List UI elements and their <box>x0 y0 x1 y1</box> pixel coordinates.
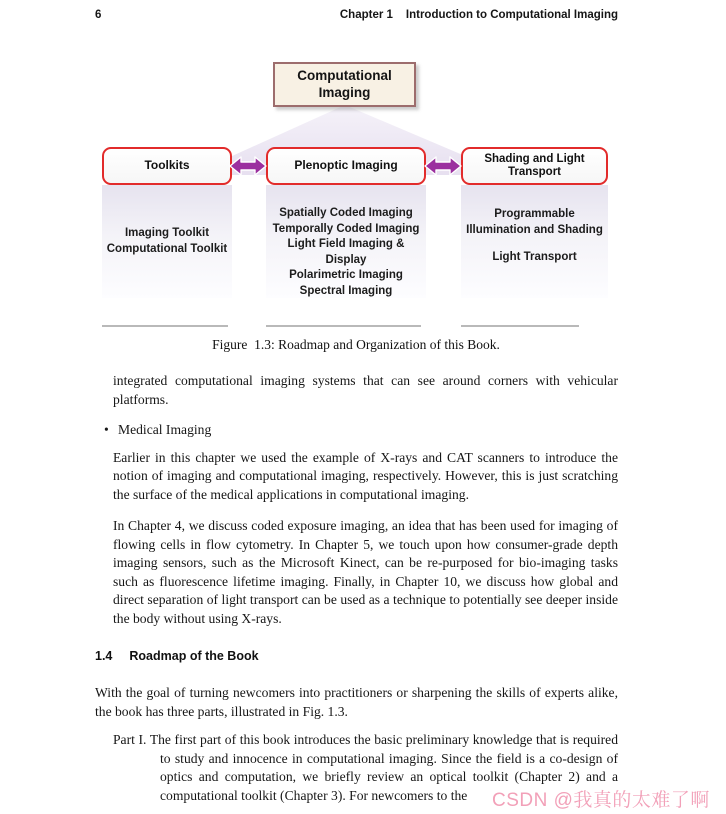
chapter-title: Introduction to Computational Imaging <box>405 9 618 21</box>
list-item: Imaging Toolkit <box>124 227 210 239</box>
paragraph-chapters-overview: In Chapter 4, we discuss coded exposure imaging, an idea that has been used for imaging of flowing cells in flow cytometry. In Chapter 5, we touch upon how consumer-grade depth imaging sensors, such as the Microsoft Kinect, can be re-purposed for bio-imaging tasks such as fluorescence lifetime imaging. Finally, in Chapter 10, we discuss how global and direct separation of light transport can be used as a technique to potentially see deeper inside the body without using X-rays. <box>113 518 618 626</box>
part-1-label: Part I. <box>113 732 147 747</box>
list-item: Spectral Imaging <box>299 284 393 297</box>
column-toolkits <box>102 185 232 298</box>
running-header <box>95 9 618 25</box>
paragraph-goal: With the goal of turning newcomers into practitioners or sharpening the skills of experts alike, the book has three parts, illustrated in Fig. 1.3. <box>95 685 618 719</box>
section-number: 1.4 <box>95 649 113 663</box>
divider-rule <box>266 325 421 327</box>
list-item: Temporally Coded Imaging <box>272 222 420 235</box>
list-item: Light Field Imaging & Display <box>287 238 405 266</box>
page-number: 6 <box>95 9 102 21</box>
chapter-label: Chapter 1 <box>339 9 393 21</box>
divider-rule <box>102 325 228 327</box>
node-toolkits <box>102 147 232 185</box>
node-computational-imaging-label: Computational Imaging <box>297 67 392 100</box>
figure-caption: Figure 1.3: Roadmap and Organization of this Book. <box>212 337 500 352</box>
list-item: Computational Toolkit <box>106 242 228 255</box>
part-1-text: The first part of this book introduces the basic preliminary knowledge that is required to study and innocence in computational imaging. Since the field is a co-design of optics and computation, we briefly review an optical toolkit (Chapter 2) and a computational toolkit (Chapter 3). For newcomers to the <box>149 732 618 803</box>
bullet-label: Medical Imaging <box>118 422 212 437</box>
bullet-icon: • <box>104 422 109 437</box>
paragraph-vehicular: integrated computational imaging systems that can see around corners with vehicular platforms. <box>113 373 618 407</box>
divider-rule <box>461 325 579 327</box>
list-item: Light Transport <box>492 251 577 263</box>
node-shading-light-transport <box>461 147 608 185</box>
double-arrow-icon <box>229 155 267 177</box>
node-toolkits-label: Toolkits <box>144 158 190 173</box>
double-arrow-icon <box>424 155 462 177</box>
section-heading-1-4 <box>95 649 618 663</box>
csdn-watermark: CSDN @我真的太难了啊 <box>492 790 710 811</box>
paragraph-medical-intro: Earlier in this chapter we used the example of X-rays and CAT scanners to introduce the notion of imaging and computational imaging, respectively. However, this is just scratching the surface of the medical applications in computational imaging. <box>113 449 618 502</box>
list-item: Programmable Illumination and Shading <box>466 208 603 236</box>
node-shading-light-transport-label: Shading and Light Transport <box>484 152 585 178</box>
list-item: Spatially Coded Imaging <box>279 207 413 219</box>
node-plenoptic-imaging-label: Plenoptic Imaging <box>294 158 398 173</box>
node-computational-imaging <box>273 62 416 107</box>
page-body <box>95 372 618 805</box>
section-title: Roadmap of the Book <box>129 649 259 663</box>
bullet-item-medical-imaging <box>104 421 618 440</box>
column-shading-light-transport <box>461 185 608 298</box>
chapter-running-head <box>340 9 618 21</box>
column-plenoptic-imaging <box>266 185 426 298</box>
list-item: Polarimetric Imaging <box>289 269 403 281</box>
node-plenoptic-imaging <box>266 147 426 185</box>
figure-roadmap-diagram <box>95 55 635 360</box>
